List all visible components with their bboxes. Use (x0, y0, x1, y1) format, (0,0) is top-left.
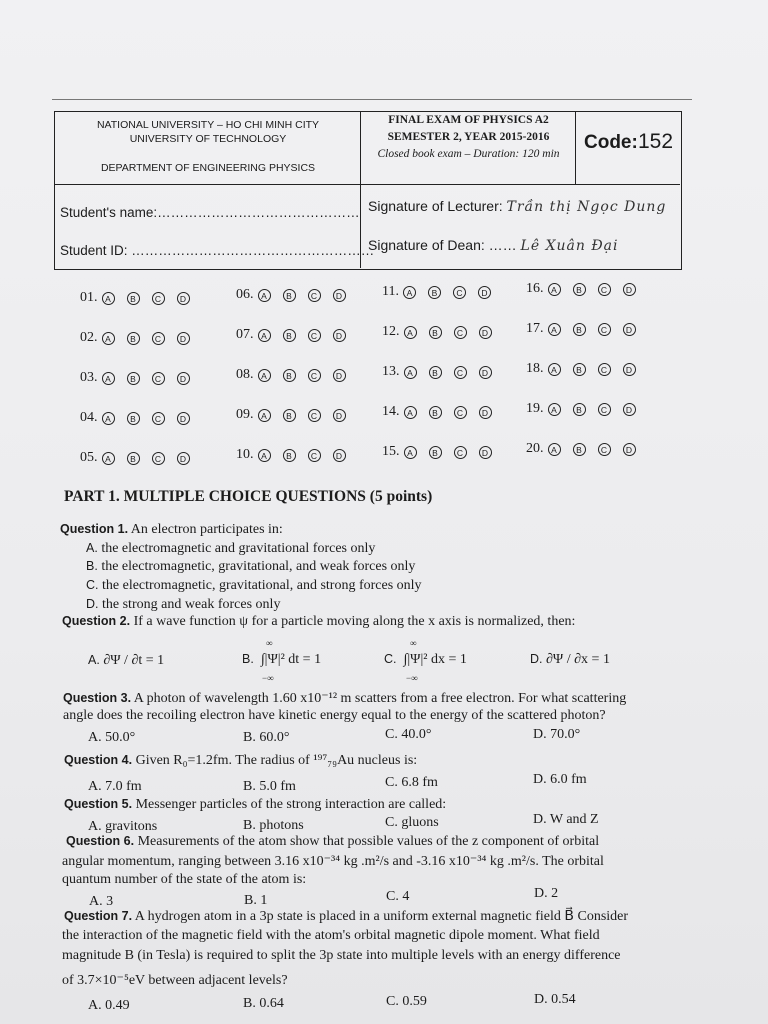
top-rule (52, 99, 692, 100)
question-7-option-c[interactable]: C. 0.59 (386, 994, 427, 1009)
question-5-option-c[interactable]: C. gluons (385, 815, 439, 830)
question-2 (62, 614, 575, 630)
answer-bubble-c[interactable]: C (454, 326, 467, 339)
question-2-option-a[interactable] (88, 653, 164, 669)
option-letter: A. (86, 541, 98, 555)
question-6 (66, 834, 599, 850)
question-6-label: Question 6. (66, 834, 135, 848)
question-4-option-d[interactable]: D. 6.0 fm (533, 772, 587, 787)
answer-bubble-d[interactable]: D (177, 372, 190, 385)
answer-number: 03. (80, 370, 98, 385)
answer-bubble-c[interactable]: C (152, 372, 165, 385)
answer-bubble-c[interactable]: C (308, 449, 321, 462)
answer-number: 17. (526, 321, 544, 336)
answer-number: 08. (236, 367, 254, 382)
answer-bubble-a[interactable]: A (258, 369, 271, 382)
answer-bubble-c[interactable]: C (598, 283, 611, 296)
answer-number: 20. (526, 441, 544, 456)
answer-bubble-a[interactable]: A (548, 443, 561, 456)
answer-bubble-d[interactable]: D (479, 446, 492, 459)
question-1-option-c[interactable] (86, 578, 422, 594)
option-letter: A. (88, 653, 100, 667)
answer-bubble-d[interactable]: D (479, 366, 492, 379)
integral-upper-limit: ∞ (410, 638, 417, 648)
question-4-option-a[interactable]: A. 7.0 fm (88, 779, 142, 794)
answer-number: 16. (526, 281, 544, 296)
question-7-label: Question 7. (64, 909, 133, 923)
question-7-option-a[interactable]: A. 0.49 (88, 998, 130, 1013)
option-letter: C. (384, 652, 397, 666)
answer-number: 19. (526, 401, 544, 416)
answer-number: 01. (80, 290, 98, 305)
question-4-label: Question 4. (64, 753, 133, 767)
question-6-option-c[interactable]: C. 4 (386, 889, 410, 904)
answer-bubble-c[interactable]: C (454, 446, 467, 459)
answer-row (382, 284, 503, 300)
code-value: 152 (638, 130, 674, 153)
question-7 (64, 908, 628, 925)
answer-row (236, 287, 358, 303)
question-5-option-d[interactable]: D. W and Z (533, 812, 599, 827)
question-5-option-b[interactable]: B. photons (243, 818, 304, 833)
question-1-option-d[interactable] (86, 597, 280, 613)
answer-bubble-b[interactable]: B (428, 286, 441, 299)
option-letter: B. (86, 559, 98, 573)
question-3-label: Question 3. (63, 691, 132, 705)
answer-bubble-c[interactable]: C (598, 363, 611, 376)
answer-bubble-a[interactable]: A (102, 332, 115, 345)
answer-bubble-d[interactable]: D (333, 409, 346, 422)
dean-signature-scrawl: Lê Xuân Đại (520, 238, 619, 254)
option-text: the electromagnetic, gravitational, and weak forces only (97, 559, 416, 574)
question-7-text-line2: the interaction of the magnetic field with the atom's orbital magnetic dipole moment. What field (62, 928, 600, 943)
answer-number: 06. (236, 287, 254, 302)
answer-bubble-a[interactable]: A (404, 366, 417, 379)
answer-bubble-b[interactable]: B (429, 446, 442, 459)
answer-bubble-b[interactable]: B (283, 449, 296, 462)
option-letter: B. (242, 652, 254, 666)
question-6-option-d[interactable]: D. 2 (534, 886, 559, 901)
student-name-field[interactable]: Student's name:……………………………………… (60, 205, 360, 220)
answer-bubble-c[interactable]: C (308, 289, 321, 302)
answer-bubble-d[interactable]: D (177, 332, 190, 345)
answer-bubble-b[interactable]: B (573, 323, 586, 336)
exam-title: FINAL EXAM OF PHYSICS A2 (388, 114, 549, 126)
dean-signature (368, 237, 618, 254)
question-1-text: An electron participates in: (128, 522, 283, 537)
option-text: ∫|Ψ|² dt = 1 (260, 652, 322, 667)
answer-row (236, 367, 358, 383)
question-3 (63, 690, 626, 707)
answer-row (526, 361, 648, 377)
answer-row (526, 401, 648, 417)
answer-bubble-c[interactable]: C (308, 369, 321, 382)
answer-bubble-b[interactable]: B (127, 412, 140, 425)
answer-bubble-a[interactable]: A (403, 286, 416, 299)
answer-bubble-b[interactable]: B (573, 363, 586, 376)
integral-lower-limit: −∞ (262, 673, 274, 683)
answer-bubble-a[interactable]: A (548, 363, 561, 376)
option-text: ∂Ψ / ∂x = 1 (542, 652, 610, 667)
answer-number: 15. (382, 444, 400, 459)
student-id-field[interactable]: Student ID: ……………………………………………… (60, 243, 375, 258)
university-name: NATIONAL UNIVERSITY – HO CHI MINH CITY (96, 119, 320, 131)
question-2-text: If a wave function ψ for a particle moving along the x axis is normalized, then: (130, 614, 576, 629)
answer-bubble-d[interactable]: D (623, 443, 636, 456)
answer-bubble-b[interactable]: B (573, 283, 586, 296)
lecturer-signature-label: Signature of Lecturer: (368, 198, 503, 214)
answer-number: 05. (80, 450, 98, 465)
question-1-option-b[interactable] (86, 559, 415, 575)
question-4-option-b[interactable]: B. 5.0 fm (243, 779, 296, 794)
answer-bubble-a[interactable]: A (258, 449, 271, 462)
answer-bubble-a[interactable]: A (102, 412, 115, 425)
answer-bubble-c[interactable]: C (152, 332, 165, 345)
answer-number: 13. (382, 364, 400, 379)
answer-bubble-b[interactable]: B (573, 443, 586, 456)
question-5-option-a[interactable]: A. gravitons (88, 819, 158, 834)
answer-bubble-c[interactable]: C (454, 366, 467, 379)
answer-bubble-b[interactable]: B (127, 452, 140, 465)
answer-bubble-a[interactable]: A (258, 409, 271, 422)
code-cell (576, 112, 680, 185)
answer-bubble-d[interactable]: D (333, 329, 346, 342)
answer-bubble-d[interactable]: D (479, 406, 492, 419)
answer-row (382, 324, 504, 340)
answer-row (80, 450, 202, 466)
question-6-option-a[interactable]: A. 3 (89, 894, 114, 909)
answer-bubble-c[interactable]: C (598, 323, 611, 336)
integral-lower-limit: −∞ (406, 673, 418, 683)
question-4-option-c[interactable]: C. 6.8 fm (385, 775, 438, 790)
answer-bubble-d[interactable]: D (177, 412, 190, 425)
question-3-text-line1: A photon of wavelength 1.60 x10⁻¹² m scatters from a free electron. For what scattering (131, 691, 627, 706)
question-6-text-line2: angular momentum, ranging between 3.16 x10⁻³⁴ kg .m²/s and -3.16 x10⁻³⁴ kg .m²/s. The orbital (62, 854, 604, 869)
question-6-text-line1: Measurements of the atom show that possible values of the z component of orbital (134, 834, 600, 849)
answer-row (80, 290, 202, 306)
answer-bubble-a[interactable]: A (548, 283, 561, 296)
university-cell (55, 112, 361, 185)
answer-number: 14. (382, 404, 400, 419)
answer-row (236, 407, 358, 423)
answer-row (80, 330, 202, 346)
answer-row (526, 281, 648, 297)
option-text: the electromagnetic and gravitational forces only (97, 541, 376, 556)
question-6-text-line3: quantum number of the state of the atom is: (62, 872, 307, 887)
answer-bubble-d[interactable]: D (623, 363, 636, 376)
answer-bubble-c[interactable]: C (598, 443, 611, 456)
answer-row (382, 404, 504, 420)
integral-upper-limit: ∞ (266, 638, 273, 648)
exam-header-table (54, 111, 682, 270)
question-2-option-c[interactable] (384, 652, 467, 668)
answer-row (236, 327, 358, 343)
option-text: the strong and weak forces only (98, 597, 281, 612)
question-3-option-a[interactable]: A. 50.0° (88, 730, 136, 745)
answer-bubble-d[interactable]: D (333, 369, 346, 382)
answer-bubble-c[interactable]: C (308, 329, 321, 342)
answer-bubble-a[interactable]: A (404, 326, 417, 339)
answer-bubble-a[interactable]: A (548, 323, 561, 336)
answer-row (80, 410, 202, 426)
answer-bubble-b[interactable]: B (283, 369, 296, 382)
answer-number: 12. (382, 324, 400, 339)
answer-row (80, 370, 202, 386)
answer-bubble-b[interactable]: B (429, 406, 442, 419)
exam-info-cell (361, 112, 576, 185)
option-letter: D. (86, 597, 99, 611)
answer-bubble-a[interactable]: A (102, 452, 115, 465)
question-4-text: Given R₀=1.2fm. The radius of ¹⁹⁷₇₉Au nucleus is: (132, 753, 418, 768)
answer-bubble-a[interactable]: A (102, 292, 115, 305)
question-7-text-line4: of 3.7×10⁻⁵eV between adjacent levels? (62, 973, 288, 988)
answer-bubble-d[interactable]: D (479, 326, 492, 339)
answer-bubble-a[interactable]: A (102, 372, 115, 385)
answer-bubble-d[interactable]: D (478, 286, 491, 299)
question-3-option-b[interactable]: B. 60.0° (243, 730, 290, 745)
question-1-option-a[interactable] (86, 541, 375, 557)
question-3-text-line2: angle does the recoiling electron have kinetic energy equal to the energy of the scattered photon? (63, 708, 606, 723)
answer-bubble-b[interactable]: B (127, 292, 140, 305)
question-2-label: Question 2. (62, 614, 131, 628)
question-5-text: Messenger particles of the strong interaction are called: (132, 797, 447, 812)
option-text: ∂Ψ / ∂t = 1 (99, 653, 165, 668)
answer-bubble-d[interactable]: D (333, 449, 346, 462)
answer-bubble-c[interactable]: C (152, 292, 165, 305)
answer-bubble-a[interactable]: A (258, 329, 271, 342)
answer-bubble-d[interactable]: D (177, 452, 190, 465)
answer-bubble-b[interactable]: B (127, 372, 140, 385)
signature-cell (361, 185, 680, 268)
question-1-label: Question 1. (60, 522, 129, 536)
answer-row (382, 364, 504, 380)
department-name: DEPARTMENT OF ENGINEERING PHYSICS (100, 162, 316, 174)
answer-bubble-c[interactable]: C (453, 286, 466, 299)
answer-number: 11. (382, 284, 399, 299)
answer-bubble-d[interactable]: D (333, 289, 346, 302)
lecturer-signature-scrawl: Trần thị Ngọc Dung (506, 199, 667, 215)
answer-number: 09. (236, 407, 254, 422)
answer-bubble-d[interactable]: D (177, 292, 190, 305)
question-6-option-b[interactable]: B. 1 (244, 893, 268, 908)
answer-bubble-a[interactable]: A (404, 406, 417, 419)
answer-row (236, 447, 358, 463)
question-2-option-d[interactable] (530, 652, 610, 668)
option-letter: D. (530, 652, 543, 666)
answer-bubble-b[interactable]: B (283, 329, 296, 342)
question-7-text-line3: magnitude B (in Tesla) is required to split the 3p state into multiple levels with an energy difference (62, 948, 621, 963)
question-7-text-line1: A hydrogen atom in a 3p state is placed in a uniform external magnetic field B⃗ Consider (132, 909, 629, 924)
question-5-label: Question 5. (64, 797, 133, 811)
answer-number: 07. (236, 327, 254, 342)
answer-bubble-c[interactable]: C (454, 406, 467, 419)
lecturer-signature (368, 198, 666, 215)
question-7-option-b[interactable]: B. 0.64 (243, 996, 284, 1011)
answer-bubble-b[interactable]: B (283, 409, 296, 422)
code-label: Code: (584, 132, 638, 153)
answer-bubble-a[interactable]: A (258, 289, 271, 302)
exam-duration: Closed book exam – Duration: 120 min (377, 148, 560, 160)
question-2-option-b[interactable] (242, 652, 321, 668)
answer-bubble-c[interactable]: C (152, 452, 165, 465)
option-text: the electromagnetic, gravitational, and strong forces only (98, 578, 422, 593)
option-text: ∫|Ψ|² dx = 1 (403, 652, 467, 667)
dean-signature-label: Signature of Dean: …… (368, 237, 517, 253)
answer-bubble-b[interactable]: B (429, 366, 442, 379)
answer-row (382, 444, 504, 460)
student-info-cell (55, 185, 375, 268)
question-3-option-d[interactable]: D. 70.0° (533, 727, 581, 742)
answer-bubble-c[interactable]: C (598, 403, 611, 416)
answer-bubble-b[interactable]: B (283, 289, 296, 302)
answer-bubble-a[interactable]: A (404, 446, 417, 459)
question-3-option-c[interactable]: C. 40.0° (385, 727, 432, 742)
answer-bubble-c[interactable]: C (308, 409, 321, 422)
answer-bubble-d[interactable]: D (623, 403, 636, 416)
answer-number: 04. (80, 410, 98, 425)
answer-number: 02. (80, 330, 98, 345)
answer-bubble-b[interactable]: B (573, 403, 586, 416)
part1-title: PART 1. MULTIPLE CHOICE QUESTIONS (5 points) (64, 488, 433, 505)
answer-number: 18. (526, 361, 544, 376)
question-5 (64, 797, 446, 813)
option-letter: C. (86, 578, 99, 592)
university-subname: UNIVERSITY OF TECHNOLOGY (129, 133, 287, 145)
question-4 (64, 753, 417, 769)
answer-bubble-a[interactable]: A (548, 403, 561, 416)
answer-row (526, 441, 648, 457)
answer-bubble-d[interactable]: D (623, 283, 636, 296)
question-7-option-d[interactable]: D. 0.54 (534, 992, 576, 1007)
answer-bubble-c[interactable]: C (152, 412, 165, 425)
answer-bubble-b[interactable]: B (429, 326, 442, 339)
answer-bubble-b[interactable]: B (127, 332, 140, 345)
exam-semester: SEMESTER 2, YEAR 2015-2016 (387, 131, 550, 143)
question-1 (60, 522, 283, 538)
answer-bubble-d[interactable]: D (623, 323, 636, 336)
answer-row (526, 321, 648, 337)
answer-number: 10. (236, 447, 254, 462)
